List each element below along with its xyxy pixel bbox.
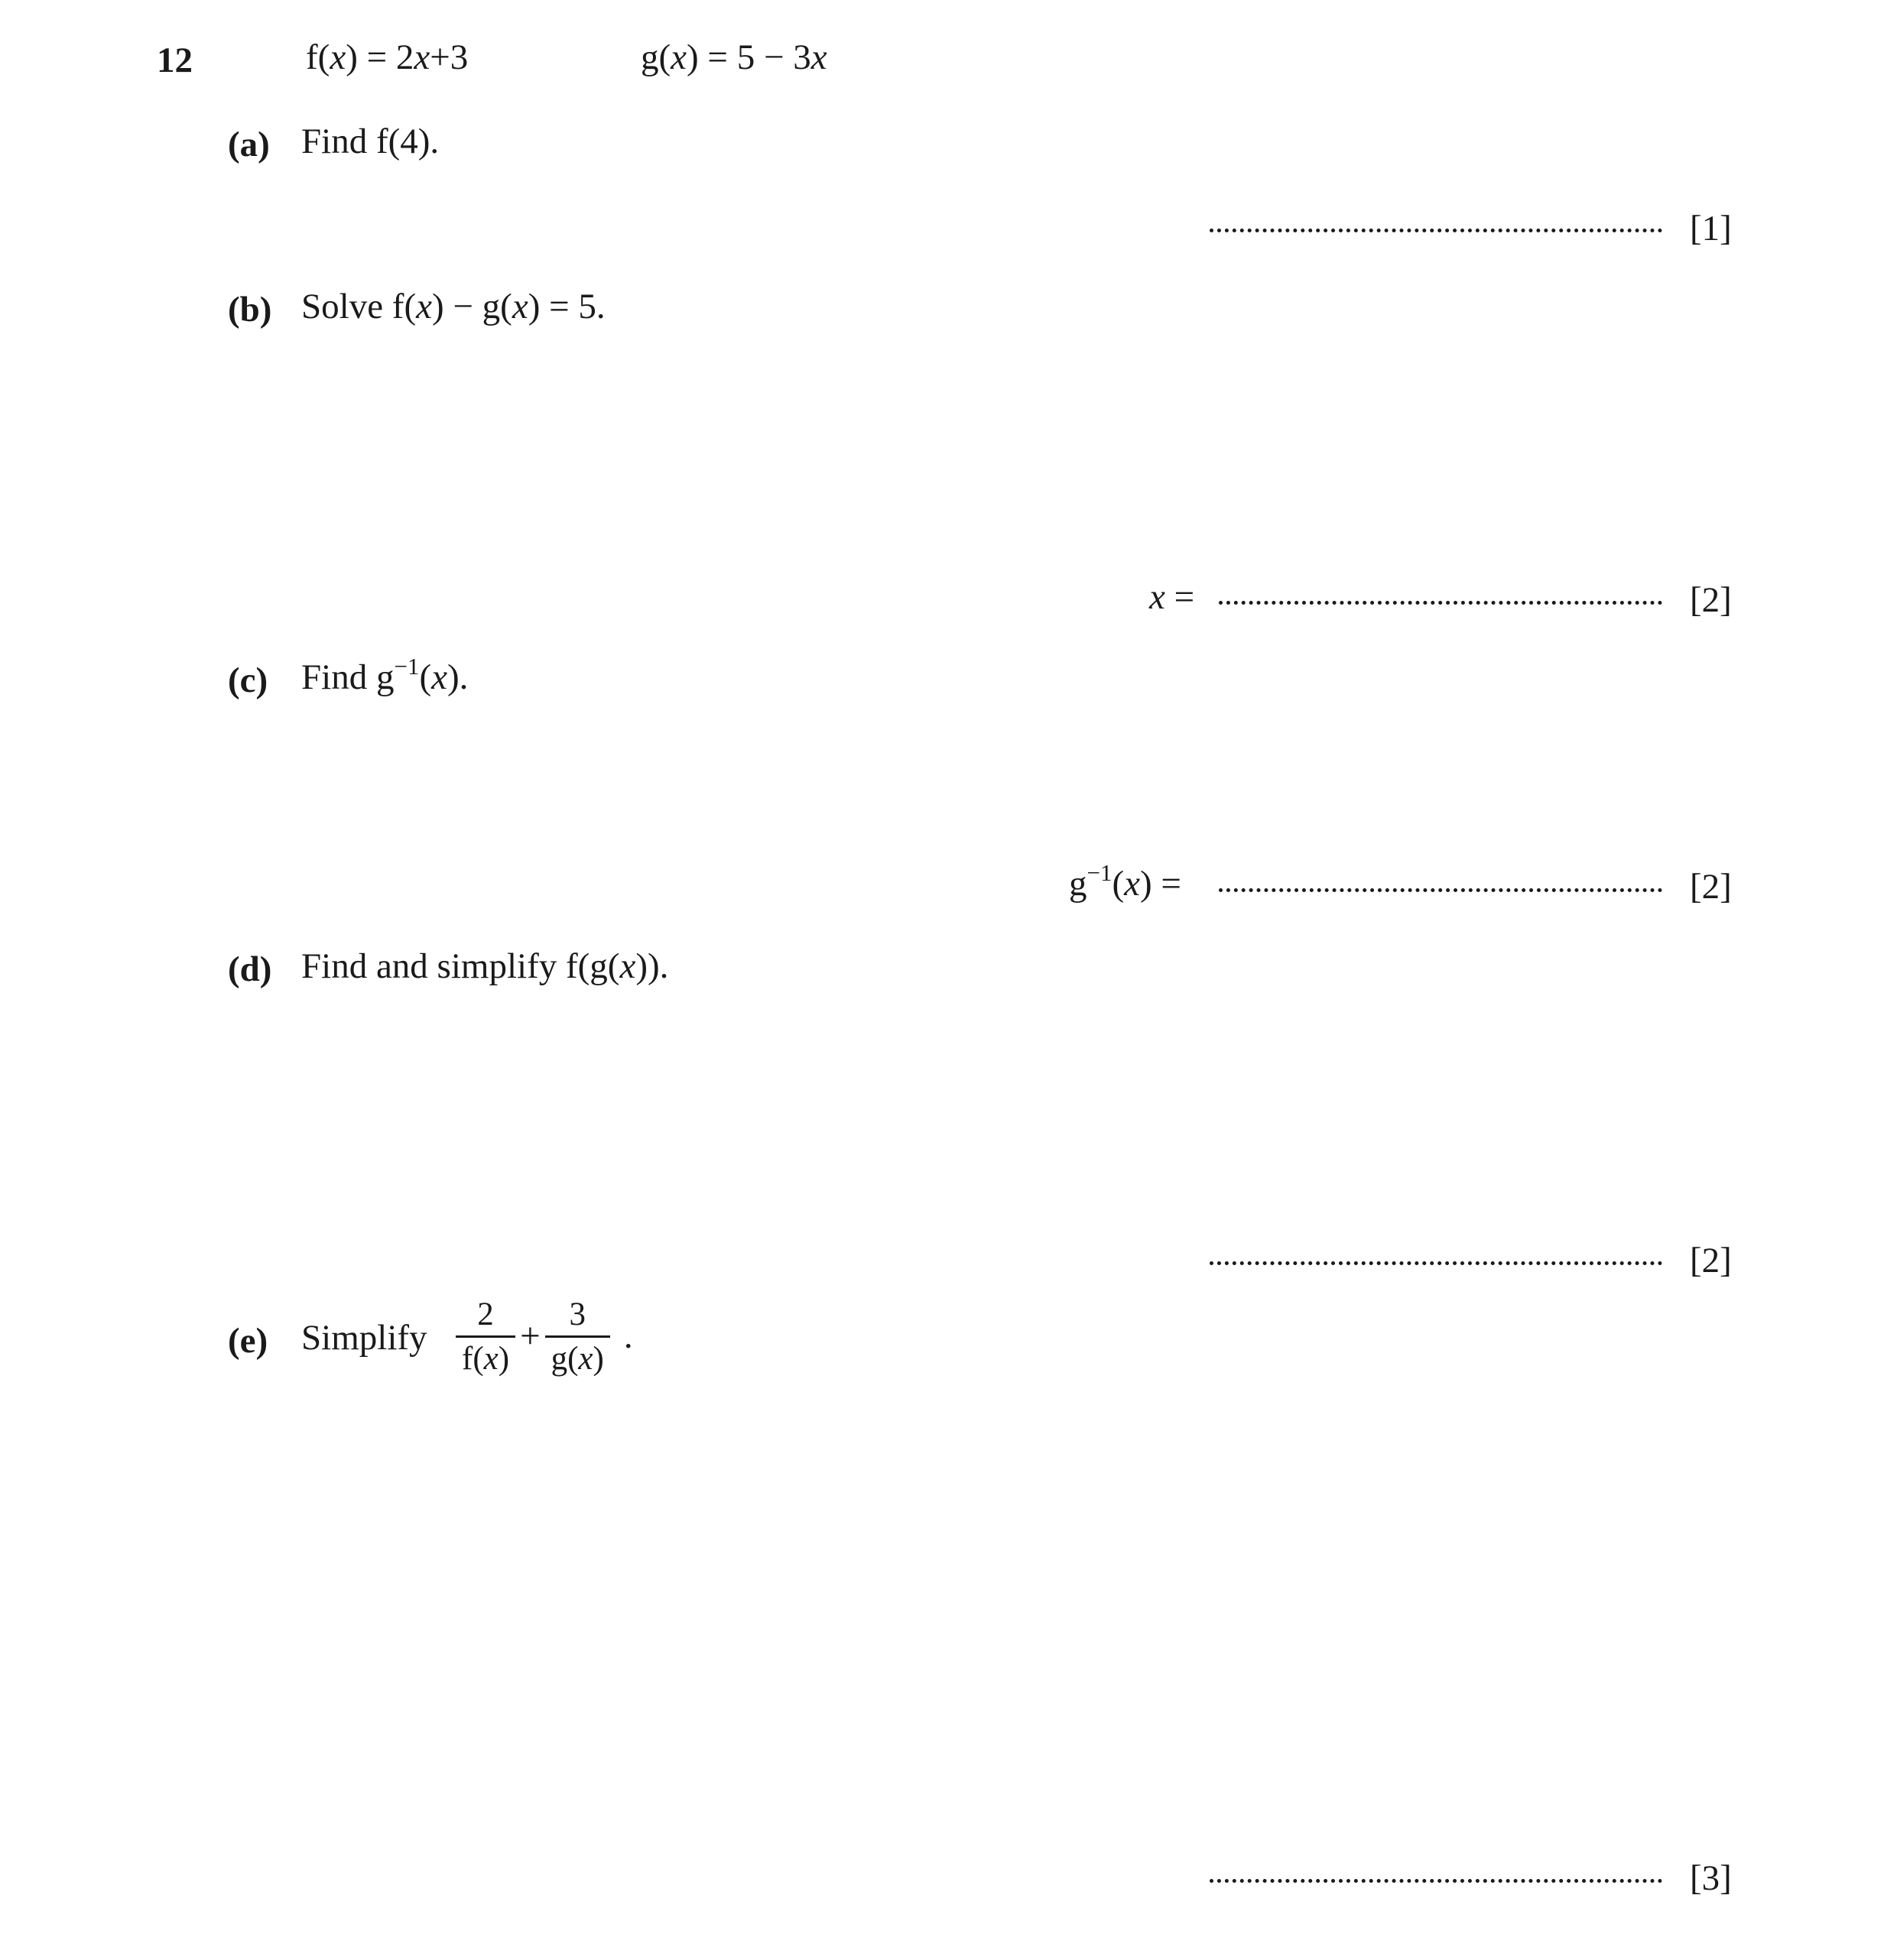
g-def-lhs: g( (641, 37, 671, 77)
f-def-rhs: +3 (430, 37, 469, 77)
fraction-one (456, 1298, 515, 1375)
part-e-end: . (623, 1316, 633, 1356)
f-definition (306, 37, 469, 77)
part-d-mark: [2] (1690, 1241, 1732, 1280)
plus-sign: + (520, 1316, 541, 1356)
part-d-text-2: )). (635, 946, 669, 986)
fraction-two-den-1: g( (551, 1341, 579, 1377)
fraction-one-den-var: x (483, 1341, 499, 1377)
part-b-text-3: ) = 5. (528, 287, 606, 326)
part-b-text (301, 289, 606, 325)
part-a-answer-line[interactable] (1210, 229, 1662, 232)
part-c-text-1: Find g (301, 657, 395, 697)
f-def-mid: ) = 2 (346, 37, 414, 77)
part-b-mark: [2] (1690, 580, 1732, 620)
fraction-two (545, 1298, 610, 1375)
part-c-text (301, 653, 469, 697)
fraction-one-den-2: ) (498, 1341, 510, 1377)
f-def-var2: x (414, 37, 430, 77)
fraction-two-numerator: 3 (545, 1298, 610, 1338)
part-c-label: (c) (228, 660, 268, 700)
part-d-var: x (619, 946, 636, 986)
part-b-var-2: x (512, 287, 528, 326)
part-b-answer-prefix (1149, 579, 1194, 615)
part-b-text-1: Solve f( (301, 287, 417, 326)
g-def-mid: ) = 5 − 3 (687, 37, 811, 77)
part-d-text (301, 946, 669, 986)
fraction-two-den-2: ) (593, 1341, 604, 1377)
part-c-mark: [2] (1690, 867, 1732, 907)
g-def-var2: x (810, 37, 827, 77)
part-a-mark: [1] (1690, 209, 1732, 248)
f-def-lhs: f( (306, 37, 330, 77)
part-c-answer-g: g (1069, 864, 1087, 904)
part-e-text: Simplify (301, 1318, 427, 1358)
question-number: 12 (157, 41, 193, 80)
part-c-var: x (431, 657, 447, 697)
part-c-answer-sup: −1 (1087, 859, 1113, 886)
part-a-label: (a) (228, 125, 270, 164)
fraction-two-den-var: x (578, 1341, 593, 1377)
part-b-answer-eq: = (1165, 577, 1195, 617)
part-b-text-2: ) − g( (432, 287, 512, 326)
part-b-label: (b) (228, 290, 272, 329)
part-d-label: (d) (228, 949, 272, 989)
f-def-var: x (330, 37, 346, 77)
part-e-answer-line[interactable] (1210, 1879, 1662, 1883)
part-d-answer-line[interactable] (1210, 1261, 1662, 1265)
part-c-sup: −1 (394, 653, 420, 680)
part-e-label: (e) (228, 1321, 268, 1361)
part-c-answer-eq: ) = (1140, 864, 1181, 904)
part-c-answer-line[interactable] (1219, 888, 1662, 892)
fraction-two-denominator (545, 1338, 610, 1375)
part-c-text-2: ( (419, 657, 432, 697)
part-c-answer-prefix (1069, 859, 1181, 904)
fraction-one-numerator: 2 (456, 1298, 515, 1338)
part-a-text: Find f(4). (301, 122, 440, 161)
fraction-one-denominator (456, 1338, 515, 1375)
part-d-text-1: Find and simplify f(g( (301, 946, 620, 986)
part-e-mark: [3] (1690, 1858, 1732, 1898)
part-b-answer-var: x (1149, 577, 1165, 617)
part-c-answer-paren: ( (1112, 864, 1125, 904)
g-def-var: x (671, 37, 687, 77)
part-e-expression (456, 1298, 633, 1375)
part-b-answer-line[interactable] (1219, 601, 1662, 605)
fraction-one-den-1: f( (462, 1341, 484, 1377)
part-b-var-1: x (416, 287, 432, 326)
g-definition (641, 37, 827, 77)
part-c-answer-var: x (1124, 864, 1141, 904)
part-c-text-3: ). (447, 657, 469, 697)
